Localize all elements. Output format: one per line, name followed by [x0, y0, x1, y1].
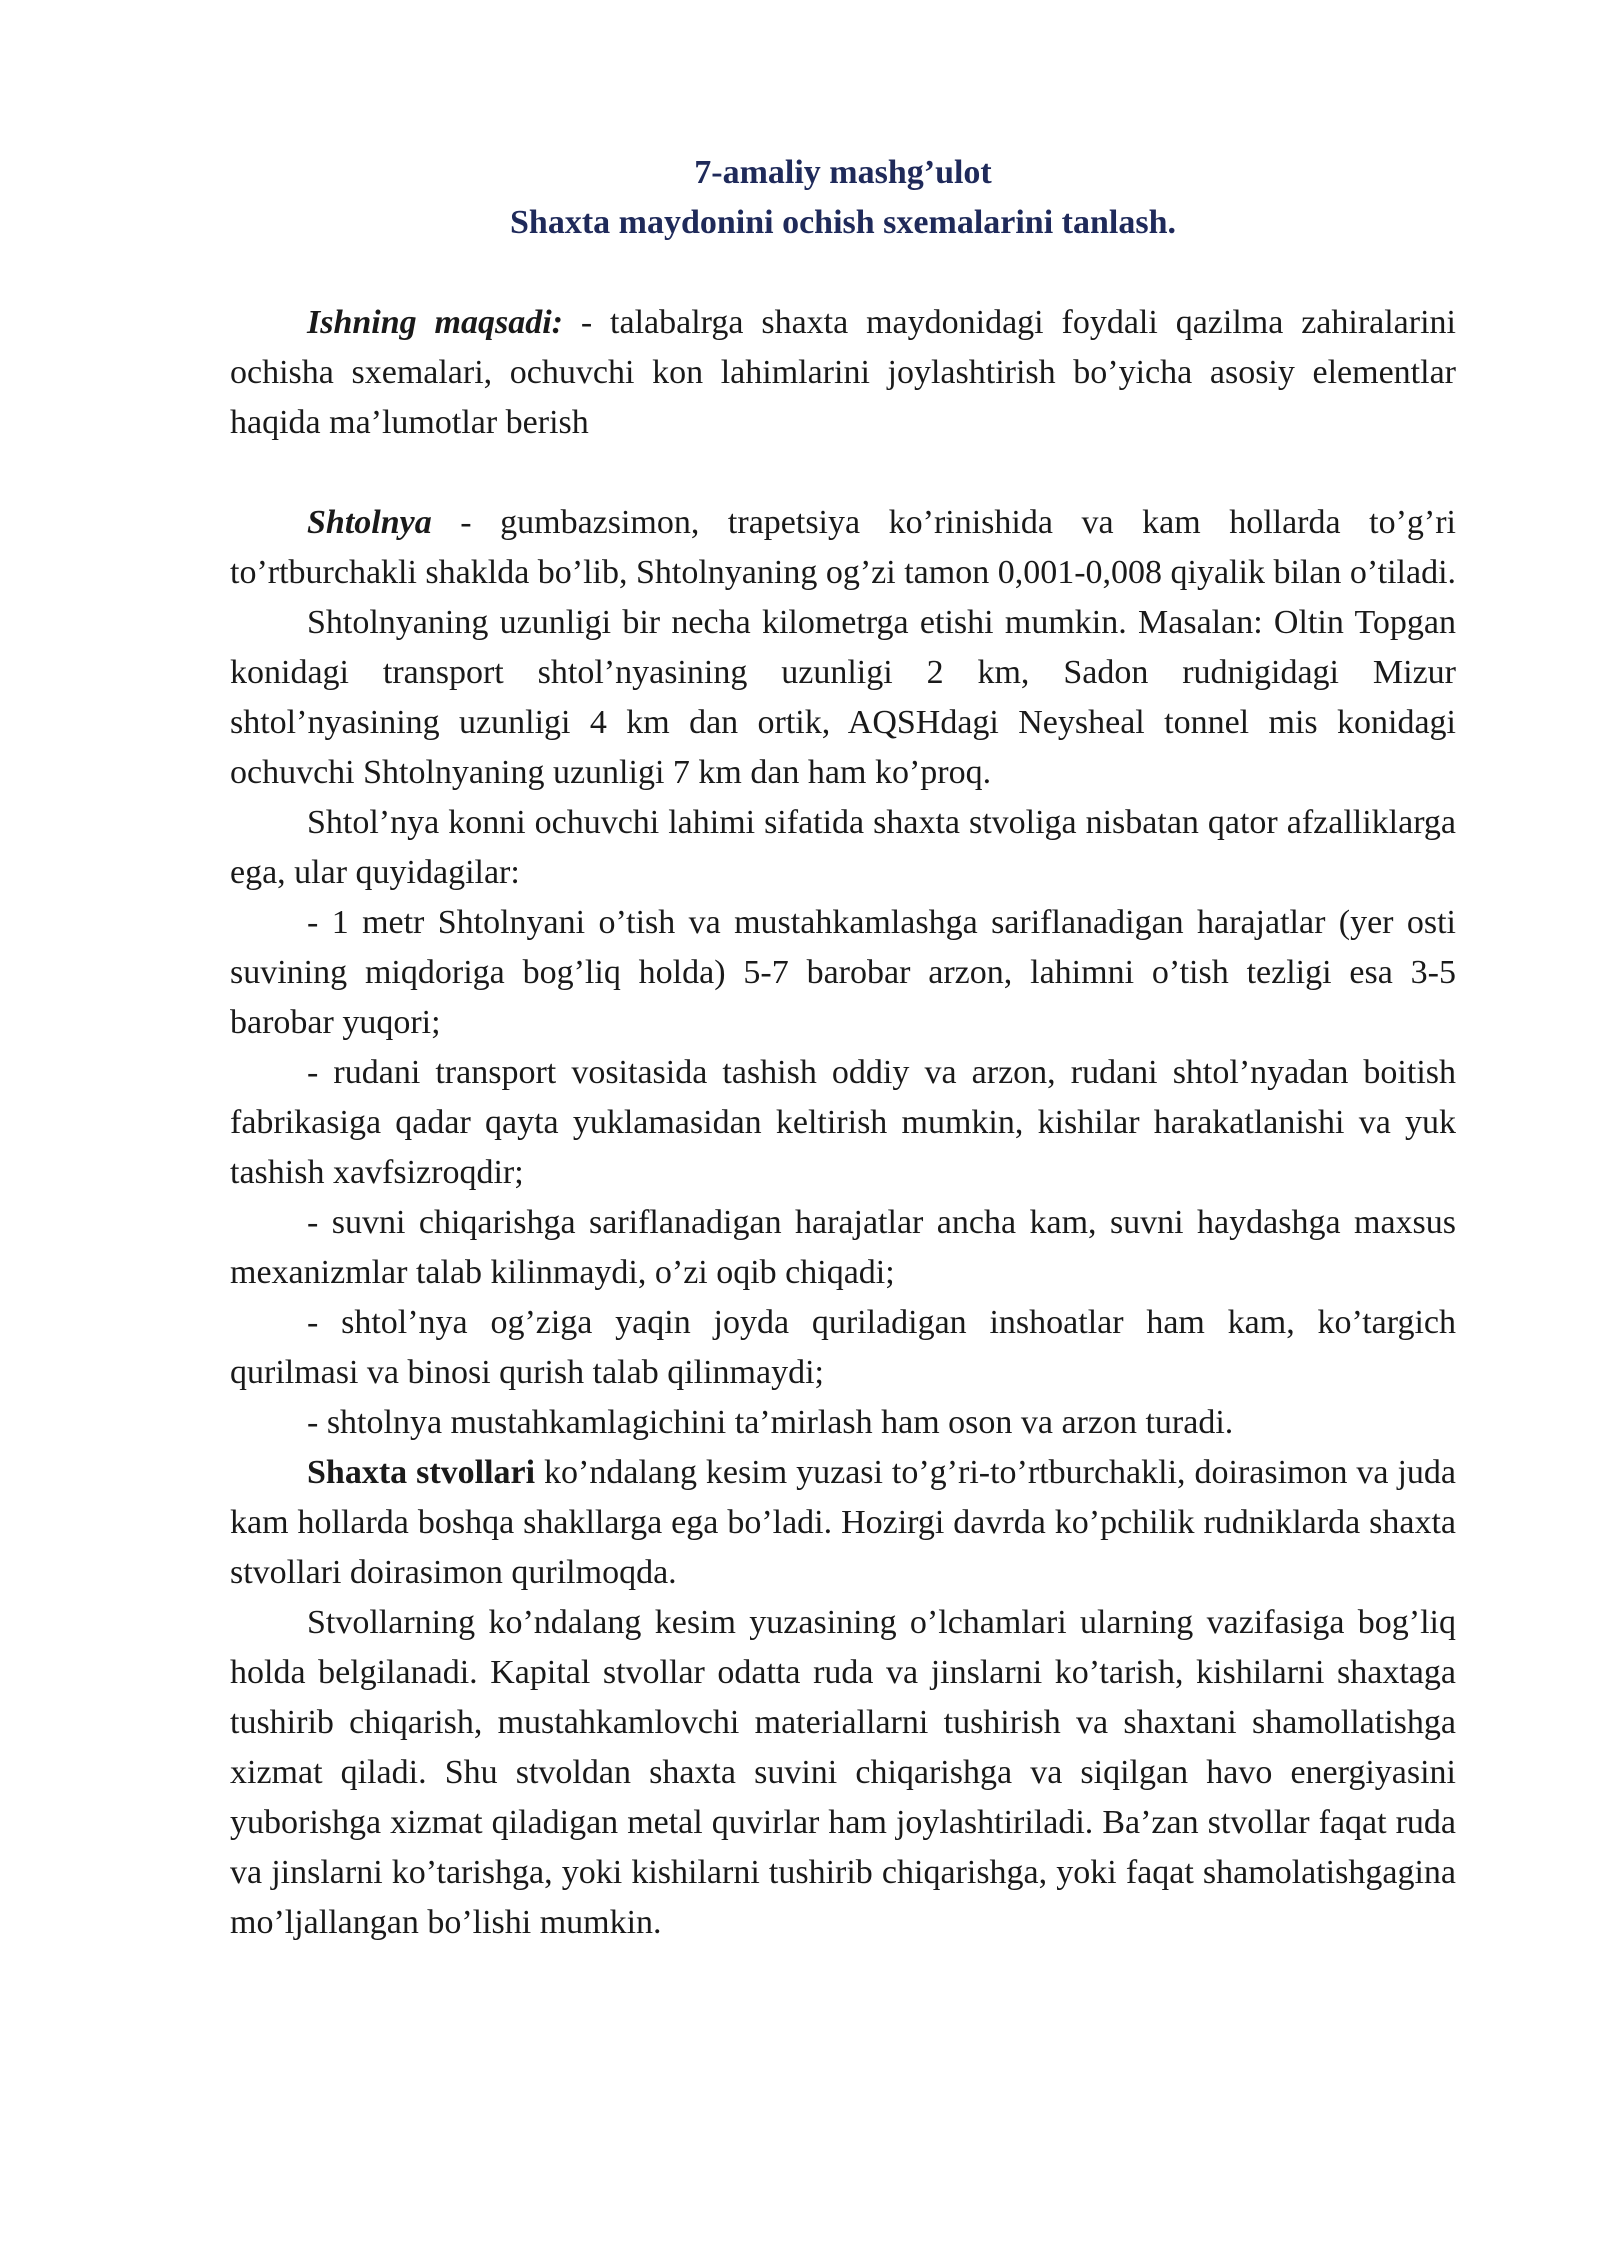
document-body [230, 148, 1456, 1948]
stvollar-label: Shaxta stvollari [307, 1454, 536, 1491]
advantage-item-4: - shtol’nya og’ziga yaqin joyda quriladigan inshoatlar ham kam, ko’targich qurilmasi va binosi qurish talab qilinmaydi; [230, 1304, 1456, 1391]
advantage-item-1: - 1 metr Shtolnyani o’tish va mustahkamlashga sariflanadigan harajatlar (yer osti suvining miqdoriga bog’liq holda) 5-7 barobar arzon, lahimni o’tish tezligi esa 3-5 barobar yuqori; [230, 904, 1456, 1041]
title-block [230, 148, 1456, 248]
spacer [230, 448, 1456, 498]
advantage-item-2: - rudani transport vositasida tashish oddiy va arzon, rudani shtol’nyadan boitish fabrikasiga qadar qayta yuklamasidan keltirish mumkin, kishilar harakatlanishi va yuk tashish xavfsizroqdir; [230, 1054, 1456, 1191]
shtolnya-text: - gumbazsimon, trapetsiya ko’rinishida va kam hollarda to’g’ri to’rtburchakli shaklda bo’lib, Shtolnyaning og’zi tamon 0,001-0,008 qiyalik bilan o’tiladi. [230, 504, 1457, 591]
shtolnya-length-paragraph: Shtolnyaning uzunligi bir necha kilometrga etishi mumkin. Masalan: Oltin Topgan konidagi transport shtol’nyasining uzunligi 2 km, Sadon rudnigidagi Mizur shtol’nyasining uzunligi 4 km dan ortik, AQSHdagi Neysheal tonnel mis konidagi ochuvchi Shtolnyaning uzunligi 7 km dan ham ko’proq. [230, 604, 1456, 791]
stvollar-paragraph [230, 1448, 1456, 1598]
purpose-paragraph [230, 298, 1456, 448]
document-title: 7-amaliy mashg’ulot [694, 154, 992, 191]
shtolnya-paragraph [230, 498, 1456, 598]
advantage-item-3: - suvni chiqarishga sariflanadigan harajatlar ancha kam, suvni haydashga maxsus mexanizmlar talab kilinmaydi, o’zi oqib chiqadi; [230, 1204, 1456, 1291]
document-subtitle: Shaxta maydonini ochish sxemalarini tanlash. [510, 204, 1176, 241]
advantages-intro-paragraph: Shtol’nya konni ochuvchi lahimi sifatida shaxta stvoliga nisbatan qator afzalliklarga ega, ular quyidagilar: [230, 804, 1456, 891]
shtolnya-label: Shtolnya [307, 504, 432, 541]
purpose-text: - talabalrga shaxta maydonidagi foydali qazilma zahiralarini ochisha sxemalari, ochuvchi kon lahimlarini joylashtirish bo’yicha asosiy elementlar haqida ma’lumotlar berish [230, 304, 1456, 441]
stvollar-dimensions-paragraph: Stvollarning ko’ndalang kesim yuzasining o’lchamlari ularning vazifasiga bog’liq holda belgilanadi. Kapital stvollar odatta ruda va jinslarni ko’tarish, kishilarni shaxtaga tushirib chiqarish, mustahkamlovchi materiallarni tushirish va shaxtani shamollatishga xizmat qiladi. Shu stvoldan shaxta suvini chiqarishga va siqilgan havo energiyasini yuborishga xizmat qiladigan metal quvirlar ham joylashtiriladi. Ba’zan stvollar faqat ruda va jinslarni ko’tarishga, yoki kishilarni tushirib chiqarishga, yoki faqat shamolatishgagina mo’ljallangan bo’lishi mumkin. [230, 1604, 1456, 1941]
advantage-item-5: - shtolnya mustahkamlagichini ta’mirlash ham oson va arzon turadi. [307, 1404, 1234, 1441]
stvollar-text: ko’ndalang kesim yuzasi to’g’ri-to’rtburchakli, doirasimon va juda kam hollarda boshqa shakllarga ega bo’ladi. Hozirgi davrda ko’pchilik rudniklarda shaxta stvollari doirasimon qurilmoqda. [230, 1454, 1456, 1591]
purpose-label: Ishning maqsadi: [307, 304, 563, 341]
